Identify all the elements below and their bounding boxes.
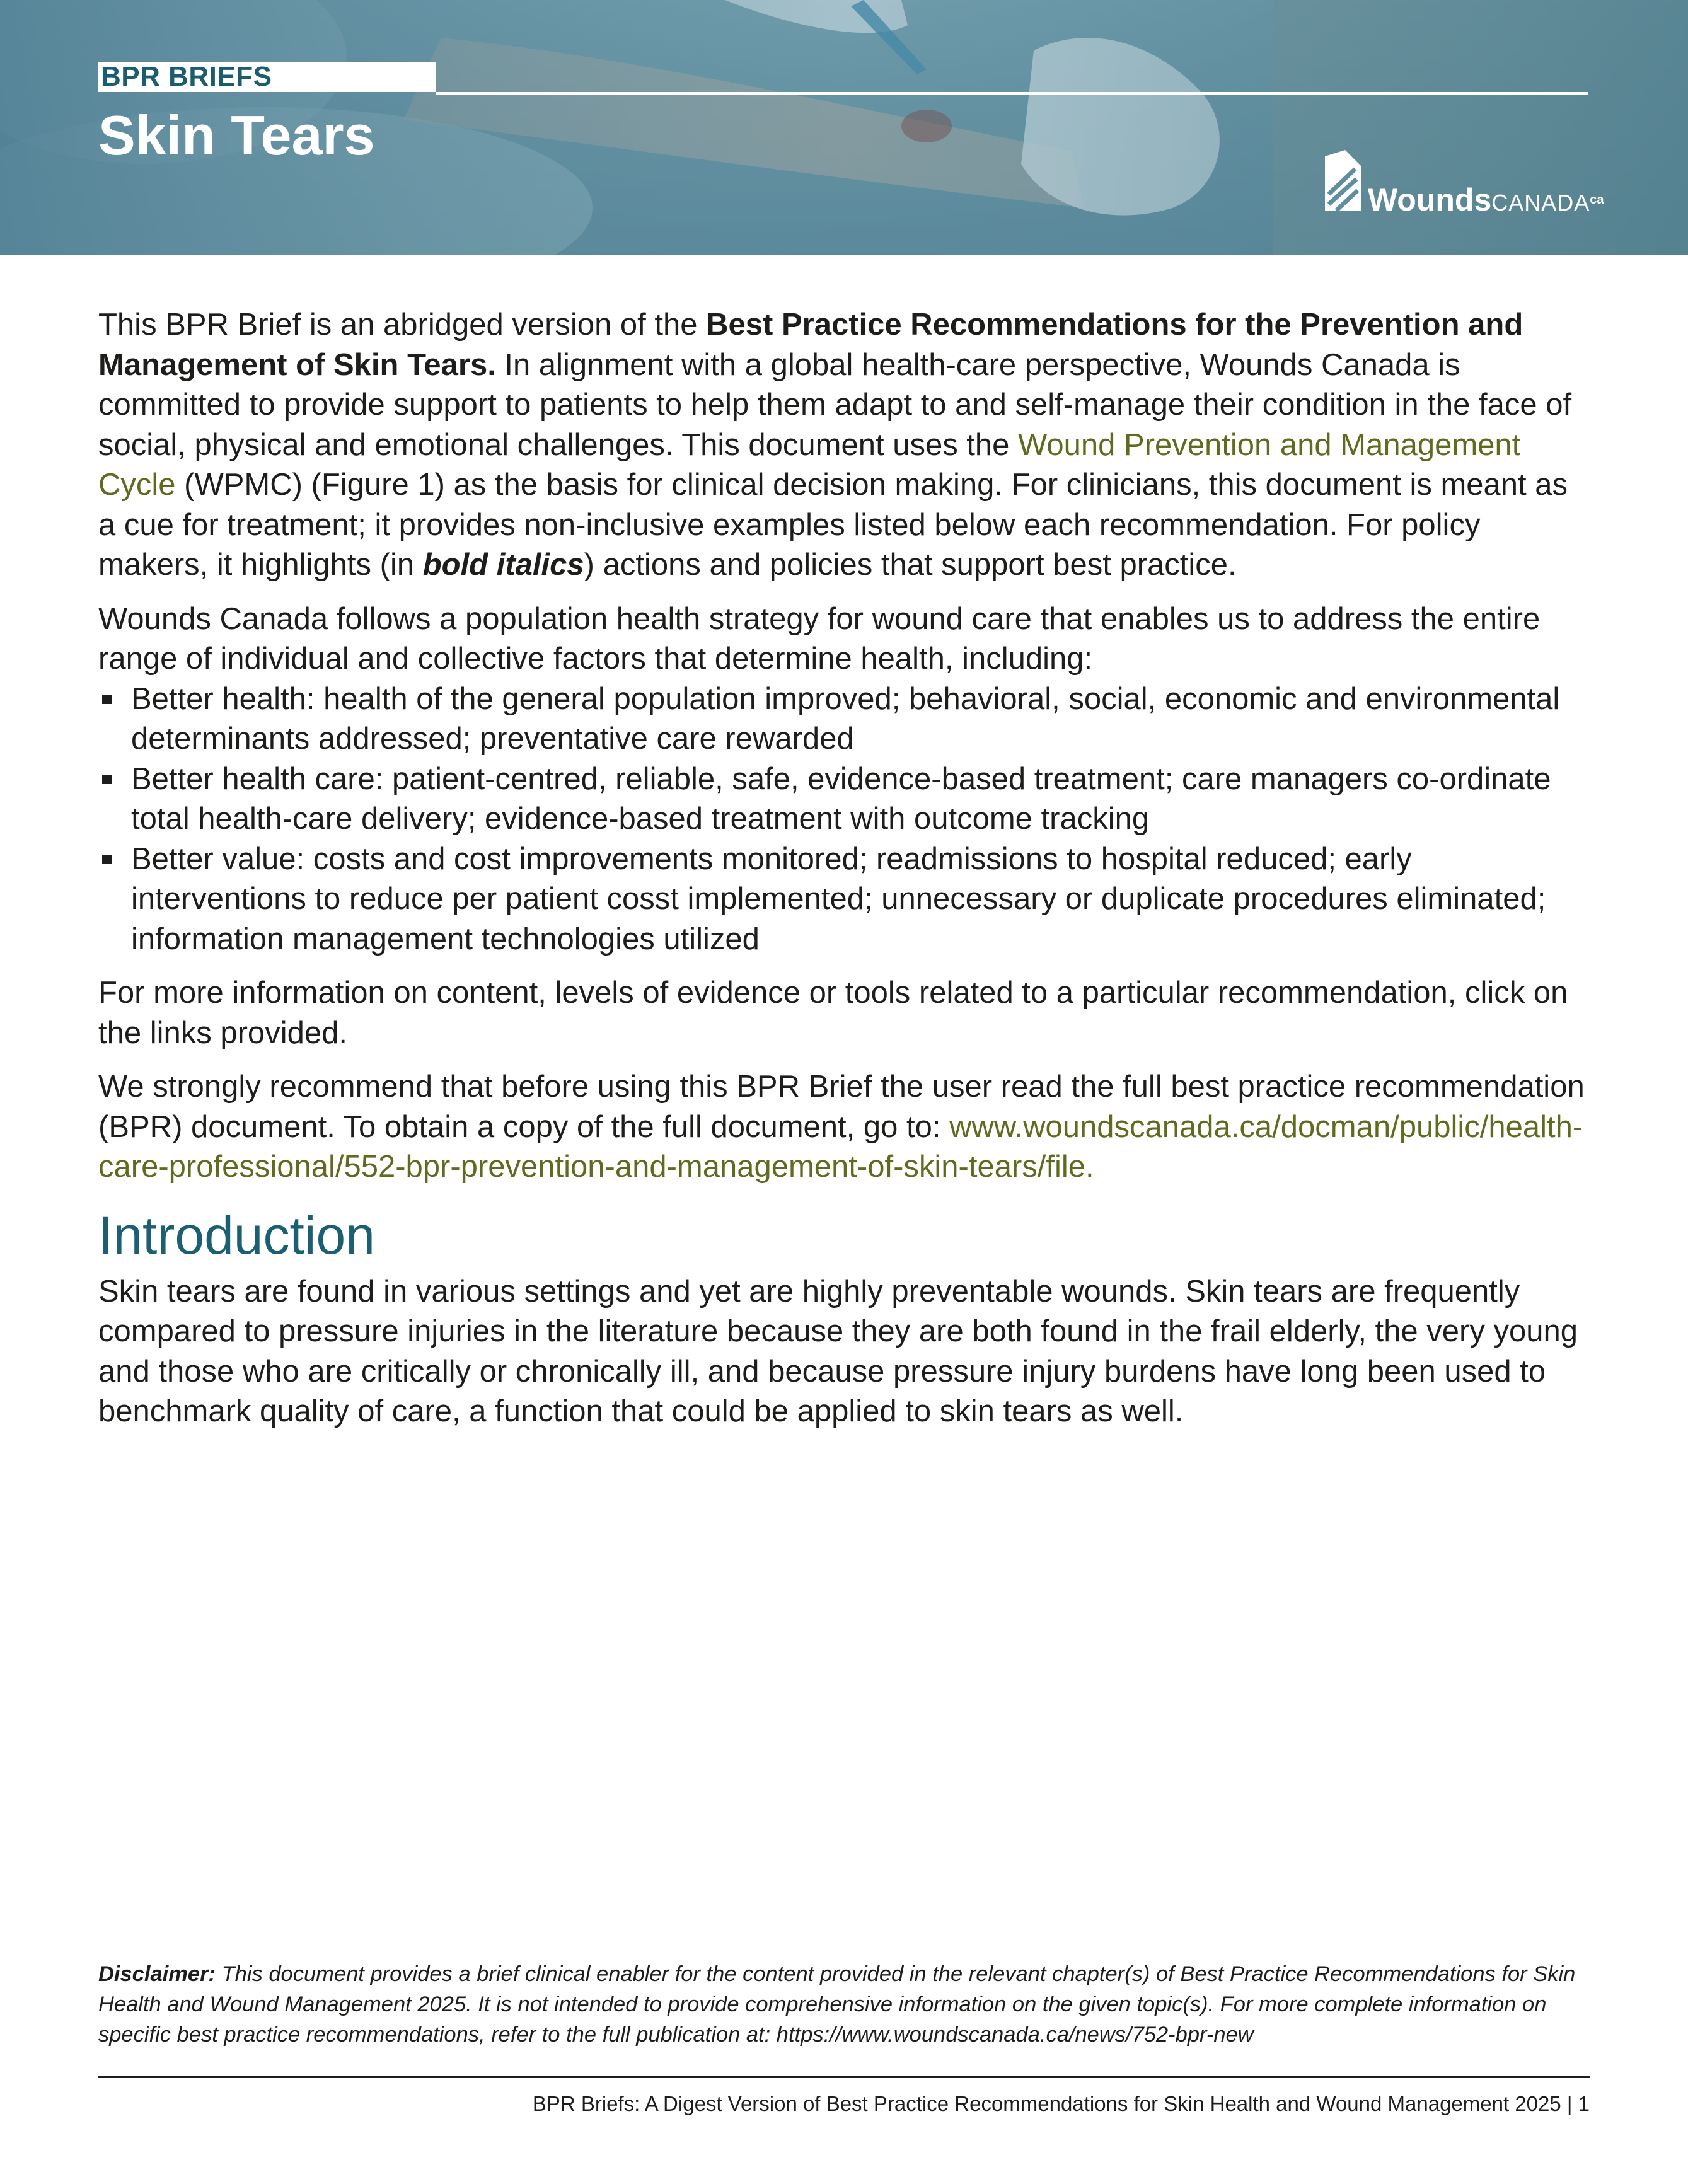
disclaimer (98, 1959, 1590, 2050)
bpr-title-bold: Best Practice Recommendations for the Prevention and Management of Skin Tears. (98, 308, 1523, 382)
bold-italics-example: bold italics (422, 548, 584, 582)
introduction-heading: Introduction (98, 1205, 375, 1265)
intro-paragraph-2: Wounds Canada follows a population health strategy for wound care that enables us to address the entire range of individual and collective factors that determine health, including: (98, 601, 1541, 676)
list-item (98, 840, 1590, 960)
wpmc-link[interactable]: Wound Prevention and Management Cycle (98, 427, 1521, 502)
bullet-square-icon (102, 695, 112, 704)
intro-paragraph-1 (98, 305, 1590, 586)
wounds-canada-logo[interactable] (1320, 150, 1604, 217)
intro-p1-text-f: ) actions and policies that support best practice. (584, 548, 1237, 582)
header-banner (0, 0, 1688, 255)
intro-paragraph-3: For more information on content, levels of evidence or tools related to a particular recommendation, click on the links provided. (98, 976, 1568, 1050)
main-content (98, 305, 1590, 1446)
list-item (98, 679, 1590, 760)
intro-p1-text-d: (WPMC) (Figure 1) as the basis for clinical decision making. For clinicians, this document is meant as a cue for treatment; it provides non-inclusive examples listed below each recommendation. For policy makers, it highlights (in (98, 468, 1568, 582)
full-document-link[interactable]: www.woundscanada.ca/docman/public/health-care-professional/552-bpr-prevention-and-management-of-skin-tears/file. (98, 1109, 1583, 1184)
intro-p4-text: We strongly recommend that before using this BPR Brief the user read the full best practice recommendation (BPR) document. To obtain a copy of the full document, go to: (98, 1070, 1585, 1144)
bullet-square-icon (102, 775, 112, 784)
banner-rule (436, 92, 1588, 95)
series-label: BPR BRIEFS (101, 61, 272, 92)
logo-word-main: Wounds (1368, 182, 1492, 217)
health-strategy-list (98, 679, 1590, 960)
disclaimer-text: This document provides a brief clinical enabler for the content provided in the relevant chapter(s) of Best Practice Recommendations for Skin Health and Wound Management 2025. It is not intended to provide comprehensive information on the given topic(s). For more complete information on specific best practice recommendations, refer to the full publication at: https://www.woundscanada.ca/news/752-bpr-new (98, 1962, 1576, 2047)
list-item (98, 760, 1590, 840)
wounds-canada-logo-icon (1320, 150, 1364, 213)
intro-p1-text-c: In alignment with a global health-care perspective, Wounds Canada is committed to provide support to patients to help them adapt to and self-manage their condition in the face of social, physical and emotional challenges. This document uses the (98, 347, 1572, 462)
logo-word-sub: CANADA (1491, 190, 1590, 216)
footer-rule (98, 2076, 1590, 2078)
introduction-body: Skin tears are found in various settings and yet are highly preventable wounds. Skin tears are frequently compared to pressure injuries in the literature because they are both found in the frail elderly, the very young and those who are critically or chronically ill, and because pressure injury burdens have long been used to benchmark quality of care, a function that could be applied to skin tears as well. (98, 1274, 1578, 1428)
list-item-text: Better health care: patient-centred, reliable, safe, evidence-based treatment; care managers co-ordinate total health-care delivery; evidence-based treatment with outcome tracking (131, 761, 1551, 836)
intro-p1-text-a: This BPR Brief is an abridged version of the (98, 308, 707, 342)
list-item-text: Better health: health of the general population improved; behavioral, social, economic and environmental determinants addressed; preventative care rewarded (131, 681, 1560, 756)
list-item-text: Better value: costs and cost improvements monitored; readmissions to hospital reduced; early interventions to reduce per patient cosst implemented; unnecessary or duplicate procedures eliminated; information management technologies utilized (131, 841, 1546, 956)
logo-word-sup: ca (1590, 193, 1604, 207)
bullet-square-icon (102, 855, 112, 864)
running-footer: BPR Briefs: A Digest Version of Best Practice Recommendations for Skin Health and Wound Management 2025 | 1 (532, 2092, 1590, 2115)
logo-wordmark (1368, 183, 1604, 220)
page-title: Skin Tears (98, 104, 375, 166)
disclaimer-label: Disclaimer: (98, 1962, 216, 1986)
intro-paragraph-4 (98, 1067, 1590, 1187)
